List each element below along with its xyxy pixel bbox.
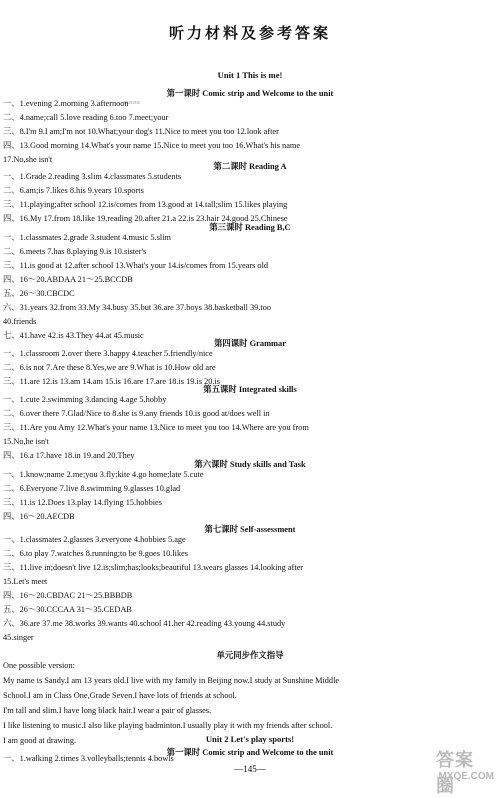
answer-line: 二、6.to play 7.watches 8.running;to be 9.goes 10.likes xyxy=(3,549,189,558)
essay-line: I am good at drawing. xyxy=(3,736,77,745)
answer-line: 二、6.am;is 7.likes 8.his 9.years 10.sports xyxy=(3,186,144,195)
answer-line: 三、11.are 12.is 13.am 14.am 15.is 16.are 17.are 18.is 19.is 20.is xyxy=(3,377,220,386)
answer-line: 七、41.have 42.is 43.They 44.at 45.music xyxy=(3,331,144,340)
lesson-2-title: 第二课时 Reading A xyxy=(213,162,287,171)
answer-line: 二、6.over there 7.Glad/Nice to 8.she is 9.any friends 10.is good at/does well in xyxy=(3,409,270,418)
answer-line: 二、4.name;call 5.love reading 6.too 7.meet;your xyxy=(3,113,169,122)
answer-line: 15.Let's meet xyxy=(3,577,48,586)
essay-line: I'm tall and slim.I have long black hair.I wear a pair of glasses. xyxy=(3,706,212,715)
watermark-glyphs: 答案圈 xyxy=(436,750,474,796)
answer-line: 17.No,she isn't xyxy=(3,155,53,164)
essay-line: School.I am in Class One,Grade Seven.I have lots of friends at school. xyxy=(3,691,237,700)
answer-line: 四、16.a 17.have 18.in 19.and 20.They xyxy=(3,451,135,460)
answer-line: 三、11.playing;after school 12.is/comes from 13.good at 14.tall;slim 15.likes playing xyxy=(3,200,288,209)
answer-line: 一、1.Grade 2.reading 3.slim 4.classmates 5.students xyxy=(3,172,182,181)
answer-line: 一、1.classmates 2.glasses 3.everyone 4.hobbies 5.age xyxy=(3,535,186,544)
answer-line: 二、6.meets 7.has 8.playing 9.is 10.sister's xyxy=(3,247,147,256)
writing-guide-title: 单元同步作文指导 xyxy=(216,651,284,660)
watermark-logo xyxy=(436,746,496,796)
answer-line: 六、31.years 32.from 33.My 34.busy 35.but 36.are 37.boys 38.basketball 39.too xyxy=(3,303,272,312)
page-title: 听力材料及参考答案 xyxy=(168,26,331,42)
answer-line: 三、11.Are you Amy 12.What's your name 13.Nice to meet you too 14.Where are you from xyxy=(3,423,309,432)
answer-line: 一、1.walking 2.times 3.volleyballs;tennis 4.bowls xyxy=(3,754,174,763)
unit-1-title: Unit 1 This is me! xyxy=(217,70,283,80)
lesson-5-title: 第五课时 Integrated skills xyxy=(203,385,297,394)
lesson-3-title: 第三课时 Reading B,C xyxy=(209,223,291,232)
unit-2-title: Unit 2 Let's play sports! xyxy=(205,734,295,744)
answer-line: 一、1.classmates 2.grade 3.student 4.music 5.slim xyxy=(3,233,171,242)
answer-line: 一、1.classroom 2.over there 3.happy 4.teacher 5.friendly/nice xyxy=(3,349,213,358)
essay-line: One possible version: xyxy=(3,661,75,670)
answer-line: 四、16～20.CBDAC 21～25.BBBDB xyxy=(3,591,133,600)
answer-line: 一、1.cute 2.swimming 3.dancing 4.age 5.hobby xyxy=(3,395,167,404)
lesson-4-title: 第四课时 Grammar xyxy=(214,339,286,348)
answer-line: 二、6.is not 7.Are these 8.Yes,we are 9.What is 10.How old are xyxy=(3,363,216,372)
tiny-stamp: 08391930 xyxy=(124,100,140,105)
answer-line: 三、11.is good at 12.after school 13.What's your 14.is/comes from 15.years old xyxy=(3,261,269,270)
answer-line: 六、36.are 37.me 38.works 39.wants 40.school 41.her 42.reading 43.young 44.study xyxy=(3,619,286,628)
answer-line: 四、16～20.AECDB xyxy=(3,512,75,521)
answer-line: 一、1.evening 2.morning 3.afternoon xyxy=(3,99,129,108)
answer-line: 三、11.is 12.Does 13.play 14.flying 15.hobbies xyxy=(3,498,162,507)
answer-line: 五、26～30.CCCAA 31～35.CEDAB xyxy=(3,605,132,614)
answer-line: 四、13.Good morning 14.What's your name 15.Nice to meet you too 16.What's his name xyxy=(3,141,301,150)
answer-line: 四、16～20.ABDAA 21～25.BCCDB xyxy=(3,275,133,284)
answer-line: 40.friends xyxy=(3,317,37,326)
answer-line: 三、8.I'm 9.I am;I'm not 10.What;your dog's 11.Nice to meet you too 12.look after xyxy=(3,127,279,136)
answer-line: 二、6.Everyone 7.live 8.swimming 9.glasses 10.glad xyxy=(3,484,181,493)
lesson-6-title: 第六课时 Study skills and Task xyxy=(194,460,306,469)
answer-line: 四、16.My 17.from 18.like 19.reading 20.after 21.a 22.is 23.hair 24.good 25.Chinese xyxy=(3,214,288,223)
page-number: —145— xyxy=(234,764,266,774)
lesson-1-title: 第一课时 Comic strip and Welcome to the unit xyxy=(166,89,334,98)
answer-line: 45.singer xyxy=(3,633,34,642)
essay-line: I like listening to music.I also like playing badminton.I usually play it with my friends after school. xyxy=(3,721,333,730)
answer-line: 一、1.know;name 2.me;you 3.fly;kite 4.go home;late 5.cute xyxy=(3,470,204,479)
answer-line: 三、11.live in;doesn't live 12.is;slim;has;looks;beautiful 13.wears glasses 14.looking after xyxy=(3,563,304,572)
watermark-url: MXQE.COM xyxy=(438,771,494,782)
essay-line: My name is Sandy.I am 13 years old.I live with my family in Beijing now.I study at Sunshine Middle xyxy=(3,676,340,685)
lesson-7-title: 第七课时 Self-assessment xyxy=(204,525,296,534)
answer-line: 15.No,he isn't xyxy=(3,437,49,446)
answer-line: 五、26～30.CBCDC xyxy=(3,289,75,298)
unit-2-lesson-1-title: 第一课时 Comic strip and Welcome to the unit xyxy=(166,748,334,757)
